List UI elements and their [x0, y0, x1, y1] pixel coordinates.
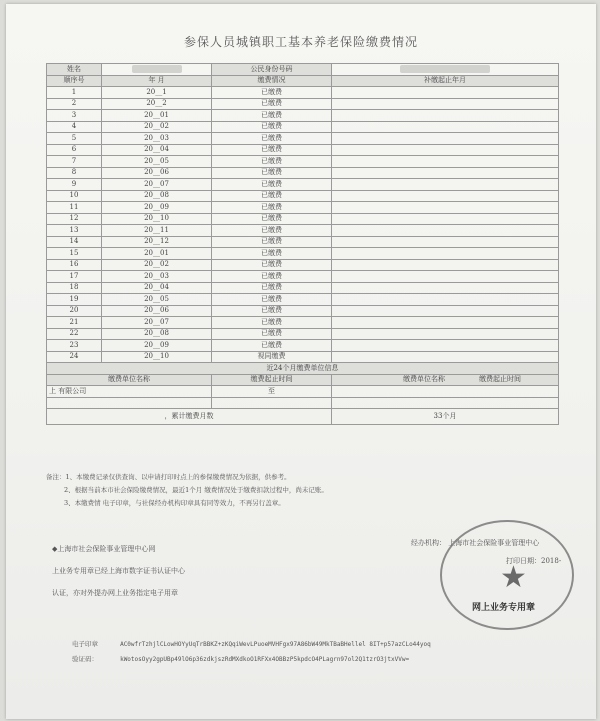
row-status: 已缴费 — [212, 133, 332, 145]
unit-period-value: 至 — [212, 386, 332, 398]
row-supplement — [332, 213, 559, 225]
row-status: 已缴费 — [212, 248, 332, 260]
header-row — [47, 75, 559, 87]
row-year-month: 20__10 — [102, 213, 212, 225]
row-seq: 9 — [47, 179, 102, 191]
seal-code-line — [72, 637, 572, 652]
row-year-month: 20__01 — [102, 248, 212, 260]
table-row — [47, 98, 559, 110]
row-status: 已缴费 — [212, 305, 332, 317]
table-row — [47, 179, 559, 191]
seq-header: 顺序号 — [47, 75, 102, 87]
row-year-month: 20__09 — [102, 202, 212, 214]
row-status: 已缴费 — [212, 213, 332, 225]
table-row — [47, 202, 559, 214]
row-supplement — [332, 190, 559, 202]
row-year-month: 20__05 — [102, 294, 212, 306]
row-status: 已缴费 — [212, 328, 332, 340]
row-seq: 8 — [47, 167, 102, 179]
year-month-header: 年 月 — [102, 75, 212, 87]
verify-code-label: 验证码： — [72, 655, 98, 663]
unit-name-header: 缴费单位名称 — [47, 374, 212, 386]
row-year-month: 20__2 — [102, 98, 212, 110]
row-year-month: 20__08 — [102, 328, 212, 340]
row-seq: 18 — [47, 282, 102, 294]
row-status: 已缴费 — [212, 190, 332, 202]
total-row — [47, 409, 559, 425]
notes — [46, 471, 566, 510]
table-row — [47, 121, 559, 133]
table-row — [47, 190, 559, 202]
unit-period-header-2: 缴费起止时间 — [479, 375, 521, 384]
row-year-month: 20__12 — [102, 236, 212, 248]
total-months: 33个月 — [332, 409, 559, 425]
row-supplement — [332, 294, 559, 306]
unit-header-row — [47, 374, 559, 386]
status-header: 缴费情况 — [212, 75, 332, 87]
name-label: 姓名 — [47, 64, 102, 76]
table-row — [47, 259, 559, 271]
row-year-month: 20__07 — [102, 317, 212, 329]
unit-value-row — [47, 386, 559, 398]
row-year-month: 20__1 — [102, 87, 212, 99]
footer-line-2: 上业务专用章已经上海市数字证书认证中心 — [52, 567, 185, 575]
row-seq: 17 — [47, 271, 102, 283]
row-status: 已缴费 — [212, 317, 332, 329]
row-status: 已缴费 — [212, 271, 332, 283]
row-year-month: 20__04 — [102, 144, 212, 156]
unit-period-header: 缴费起止时间 — [212, 374, 332, 386]
table-row — [47, 317, 559, 329]
row-seq: 15 — [47, 248, 102, 260]
table-row — [47, 144, 559, 156]
table-row — [47, 305, 559, 317]
name-row — [47, 64, 559, 76]
table-row — [47, 351, 559, 363]
unit-empty — [332, 386, 559, 398]
row-supplement — [332, 282, 559, 294]
row-seq: 7 — [47, 156, 102, 168]
blank-cell — [47, 397, 212, 409]
contribution-table — [46, 63, 559, 425]
row-year-month: 20__07 — [102, 179, 212, 191]
row-seq: 4 — [47, 121, 102, 133]
row-supplement — [332, 225, 559, 237]
row-supplement — [332, 167, 559, 179]
document-title: 参保人员城镇职工基本养老保险缴费情况 — [183, 35, 418, 49]
id-value — [332, 64, 559, 76]
row-year-month: 20__10 — [102, 351, 212, 363]
row-year-month: 20__11 — [102, 225, 212, 237]
seal-code: AC0wfrTzhjlCLowHOYyUqTrBBKZ+zKQqiWevLPuoeMVHFgx97A86bW49MkTBaBHellel 8IT+p57azCLo44yoq — [120, 641, 431, 648]
seal-star-icon: ★ — [500, 560, 527, 595]
row-year-month: 20__09 — [102, 340, 212, 352]
row-status: 已缴费 — [212, 294, 332, 306]
table-row — [47, 133, 559, 145]
row-supplement — [332, 179, 559, 191]
row-status: 已缴费 — [212, 87, 332, 99]
row-seq: 12 — [47, 213, 102, 225]
row-seq: 11 — [47, 202, 102, 214]
row-seq: 20 — [47, 305, 102, 317]
footer-line-1: ◆上海市社会保险事业管理中心网 — [52, 545, 156, 553]
row-year-month: 20__02 — [102, 259, 212, 271]
table-row — [47, 156, 559, 168]
row-status: 已缴费 — [212, 156, 332, 168]
row-supplement — [332, 259, 559, 271]
row-supplement — [332, 340, 559, 352]
row-supplement — [332, 202, 559, 214]
row-seq: 10 — [47, 190, 102, 202]
seal-text: 网上业务专用章 — [472, 603, 536, 613]
row-status: 已缴费 — [212, 202, 332, 214]
row-supplement — [332, 121, 559, 133]
row-seq: 13 — [47, 225, 102, 237]
blank-cell — [332, 397, 559, 409]
table-row — [47, 236, 559, 248]
row-status: 已缴费 — [212, 121, 332, 133]
row-status: 已缴费 — [212, 167, 332, 179]
row-year-month: 20__01 — [102, 110, 212, 122]
seal-code-label: 电子印章 — [72, 640, 98, 648]
row-seq: 6 — [47, 144, 102, 156]
row-supplement — [332, 144, 559, 156]
unit-name-header-2-text: 缴费单位名称 — [403, 375, 445, 384]
table-row — [47, 340, 559, 352]
print-date: 打印日期：2018- — [506, 557, 562, 565]
row-year-month: 20__02 — [102, 121, 212, 133]
row-status: 已缴费 — [212, 340, 332, 352]
table-row — [47, 225, 559, 237]
footer-left — [52, 538, 185, 604]
table-row — [47, 87, 559, 99]
note-1: 备注：1、本缴费记录仅供查询、以申请打印时点上的参保缴费情况为依据，供参考。 — [46, 473, 291, 481]
table-row — [47, 282, 559, 294]
row-seq: 14 — [47, 236, 102, 248]
footer-line-3: 认证，亦对外提办网上业务指定电子用章 — [52, 589, 178, 597]
row-supplement — [332, 328, 559, 340]
row-seq: 24 — [47, 351, 102, 363]
row-status: 已缴费 — [212, 98, 332, 110]
unit-title-row — [47, 363, 559, 375]
unit-section-title: 近24个月缴费单位信息 — [47, 363, 559, 375]
row-seq: 19 — [47, 294, 102, 306]
total-label: ，累计缴费月数 — [47, 409, 332, 425]
row-year-month: 20__03 — [102, 271, 212, 283]
unit-name-header-2 — [332, 374, 559, 386]
row-seq: 2 — [47, 98, 102, 110]
row-status: 已缴费 — [212, 179, 332, 191]
row-seq: 3 — [47, 110, 102, 122]
office-value: 上海市社会保险事业管理中心 — [448, 539, 540, 547]
verify-code: kWotosOyy2gpUBp49lO6p36zdkjszRdMXdkoO1RFXx4OBBzP5kpdcO4PLagrn97ol2Q1tzrO3jtxVVw= — [120, 656, 410, 663]
row-seq: 22 — [47, 328, 102, 340]
table-row — [47, 248, 559, 260]
row-seq: 1 — [47, 87, 102, 99]
row-year-month: 20__08 — [102, 190, 212, 202]
office-label: 经办机构： — [411, 539, 446, 547]
row-year-month: 20__04 — [102, 282, 212, 294]
table-row — [47, 271, 559, 283]
row-supplement — [332, 156, 559, 168]
row-status: 已缴费 — [212, 236, 332, 248]
row-supplement — [332, 133, 559, 145]
electronic-signature — [72, 637, 572, 667]
row-supplement — [332, 271, 559, 283]
row-year-month: 20__03 — [102, 133, 212, 145]
row-supplement — [332, 305, 559, 317]
row-status: 已缴费 — [212, 110, 332, 122]
row-year-month: 20__06 — [102, 167, 212, 179]
row-supplement — [332, 236, 559, 248]
row-seq: 23 — [47, 340, 102, 352]
unit-blank-row — [47, 397, 559, 409]
id-label: 公民身份号码 — [212, 64, 332, 76]
row-status: 已缴费 — [212, 144, 332, 156]
blank-cell — [212, 397, 332, 409]
row-status: 已缴费 — [212, 225, 332, 237]
row-seq: 16 — [47, 259, 102, 271]
row-supplement — [332, 110, 559, 122]
row-year-month: 20__05 — [102, 156, 212, 168]
table-row — [47, 213, 559, 225]
row-supplement — [332, 248, 559, 260]
note-3: 3、本缴费情 电子印章，与社保经办机构印章具有同等效力，不再另行盖章。 — [64, 499, 285, 507]
row-status: 已缴费 — [212, 282, 332, 294]
row-year-month: 20__06 — [102, 305, 212, 317]
table-row — [47, 167, 559, 179]
verify-code-line — [72, 652, 572, 667]
row-status: 视同缴费 — [212, 351, 332, 363]
row-supplement — [332, 317, 559, 329]
document-page — [6, 4, 596, 719]
note-2: 2、根据当前本市社会保险缴费情况，最近1个月 缴费情况处于缴费扣款过程中，尚未记账。 — [64, 486, 328, 494]
row-status: 已缴费 — [212, 259, 332, 271]
unit-name-value: 上 有限公司 — [47, 386, 212, 398]
table-row — [47, 328, 559, 340]
name-value — [102, 64, 212, 76]
table-row — [47, 110, 559, 122]
row-supplement — [332, 351, 559, 363]
row-seq: 5 — [47, 133, 102, 145]
table-row — [47, 294, 559, 306]
row-seq: 21 — [47, 317, 102, 329]
supplement-header: 补缴起止年月 — [332, 75, 559, 87]
row-supplement — [332, 98, 559, 110]
row-supplement — [332, 87, 559, 99]
